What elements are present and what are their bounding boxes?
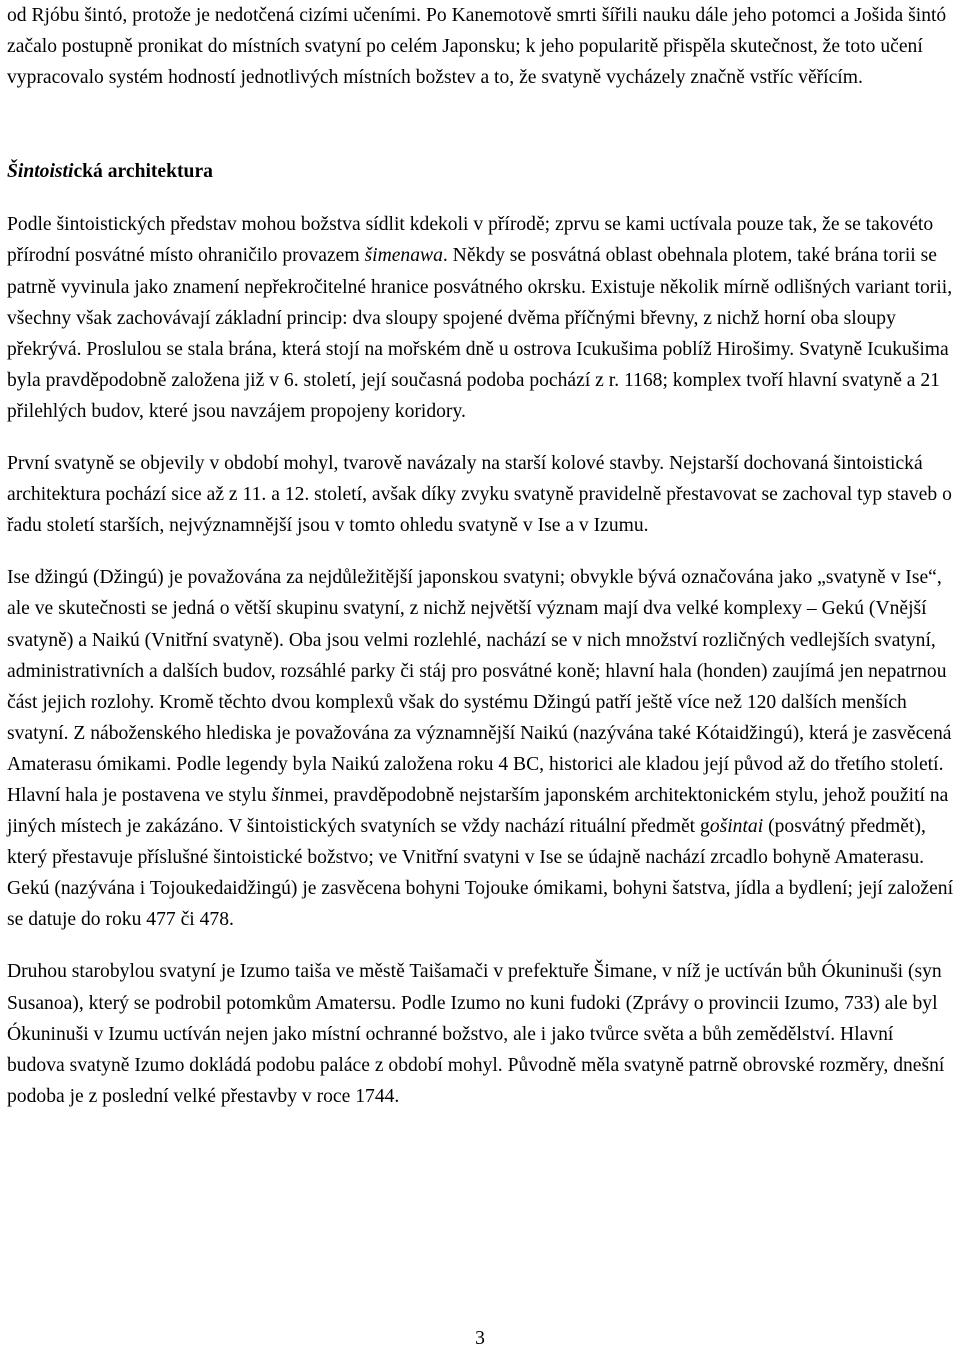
spacer bbox=[7, 935, 955, 956]
intro-paragraph: od Rjóbu šintó, protože je nedotčená cizími učeními. Po Kanemotově smrti šířili nauku dále jeho potomci a Jošida šintó začalo postupně pronikat do místních svatyní po celém Japonsku; k jeho popularitě přispěla skutečnost, že toto učení vypracovalo systém hodností jednotlivých místních božstev a to, že svatyně vycházely značně vstříc věřícím. bbox=[7, 5, 947, 89]
spacer bbox=[7, 187, 955, 209]
text-run: nmei, pravděpodobně nejstarším japonském architektonickém stylu, jehož použití na jiných místech je zakázáno. V šintoistických svatyních se vždy nachází rituální předmět g bbox=[7, 784, 949, 838]
paragraph-izumo: Druhou starobylou svatyní je Izumo taiša ve městě Taišamači v prefektuře Šimane, v níž je uctíván bůh Ókuninuši (syn Susanoa), který se podrobil potomkům Amatersu. Podle Izumo no kuni fudoki (Zprávy o provincii Izumo, 733) ale byl Ókuninuši v Izumu uctíván nejen jako místní ochranné božstvo, ale i jako tvůrce světa a bůh zemědělství. Hlavní budova svatyně Izumo dokládá podobu paláce z období mohyl. Původně měla svatyně patrně obrovské rozměry, dnešní podoba je z poslední velké přestavby v roce 1744. bbox=[7, 961, 945, 1107]
text-run-italic: šimenawa bbox=[364, 245, 443, 267]
text-run: (posvátný předmět), který přestavuje příslušné šintoistické božstvo; ve Vnitřní svatyni v Ise se údajně nachází zrcadlo bohyně Amaterasu. Gekú (nazývána i Tojoukedaidžingú) je zasvěcena bohyni Tojouke ómikami, bohyni šatstva, jídla a bydlení; její založení se datuje do roku 477 či 478. bbox=[7, 816, 954, 931]
document-page bbox=[7, 0, 955, 1112]
text-run: Podle šintoistických představ mohou božstva sídlit kdekoli v přírodě; zprvu se kami uctívala pouze tak, že se takovéto přírodní posvátné místo ohraničilo provazem bbox=[7, 214, 934, 267]
paragraph-first-shrines: První svatyně se objevily v období mohyl, tvarově navázaly na starší kolové stavby. Nejstarší dochovaná šintoistická architektura pochází sice až z 11. a 12. století, avšak díky zvyku svatyně pravidelně přestavovat se zachoval typ staveb o řadu století starších, nejvýznamnější jsou v tomto ohledu svatyně v Ise a v Izumu. bbox=[7, 453, 952, 537]
section-heading-italic: Šintoisti bbox=[7, 161, 74, 183]
text-run-italic: ši bbox=[271, 784, 285, 806]
text-run: Ise džingú (Džingú) je považována za nejdůležitější japonskou svatyni; obvykle bývá označována jako „svatyně v Ise“, ale ve skutečnosti se jedná o větší skupinu svatyní, z nichž největší význam mají dva velké komplexy – Gekú (Vnější svatyně) a Naikú (Vnitřní svatyně). Oba jsou velmi rozlehlé, nachází se v nich množství rozličných vedlejších svatyní, administrativních a dalších budov, rozsáhlé parky či stáj pro posvátné koně; hlavní hala (honden) zaujímá jen nepatrnou část jejich rozlohy. Kromě těchto dvou komplexů však do systému Džingú patří ještě více než 120 dalších menších svatyní. Z náboženského hlediska je považována za významnější Naikú (nazývána také Kótaidžingú), která je zasvěcená Amaterasu ómikami. Podle legendy byla Naikú založena roku 4 BC, historici ale kladou její původ až do třetího století. Hlavní hala je postavena ve stylu bbox=[7, 567, 952, 806]
text-run-italic: ošintai bbox=[709, 816, 764, 838]
paragraph-torii bbox=[7, 209, 955, 427]
text-run: . Někdy se posvátná oblast obehnala plotem, také brána torii se patrně vyvinula jako znamení nepřekročitelné hranice posvátného okrsku. Existuje několik mírně odlišných variant torii, všechny však zachovávají základní princip: dva sloupy spojené dvěma příčnými břevny, z nichž horní oba sloupy překrývá. Proslulou se stala brána, která stojí na mořském dně u ostrova Icukušima poblíž Hirošimy. Svatyně Icukušima byla pravděpodobně založena již v 6. století, její současná podoba pochází z r. 1168; komplex tvoří hlavní svatyně a 21 přilehlých budov, které jsou navzájem propojeny koridory. bbox=[7, 245, 953, 422]
spacer bbox=[7, 93, 955, 156]
section-heading-rest: cká architektura bbox=[73, 161, 213, 183]
page-number: 3 bbox=[475, 1328, 485, 1349]
spacer bbox=[7, 427, 955, 448]
section-heading bbox=[7, 156, 955, 187]
spacer bbox=[7, 541, 955, 562]
paragraph-ise bbox=[7, 562, 955, 935]
